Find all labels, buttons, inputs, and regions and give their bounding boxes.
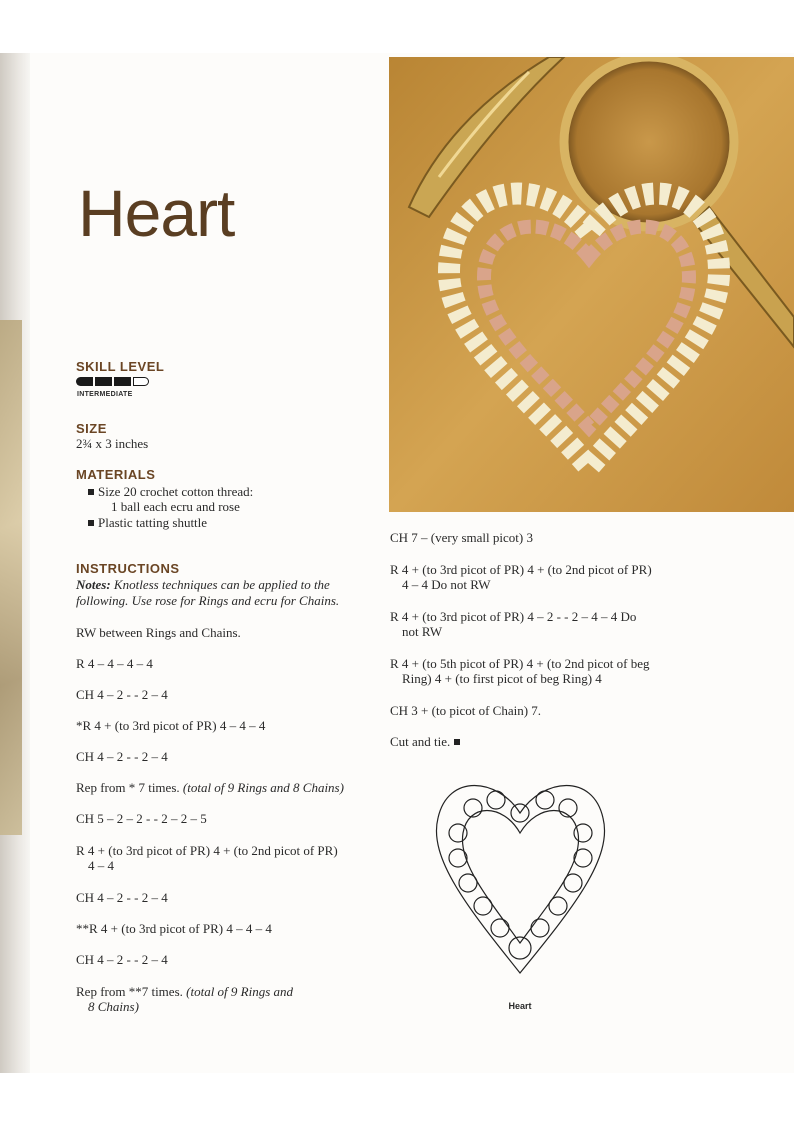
materials-item: Plastic tatting shuttle <box>88 515 207 530</box>
bullet-square-icon <box>88 489 94 495</box>
skill-segment-filled <box>95 377 112 386</box>
skill-segment-filled <box>114 377 131 386</box>
instruction-line-continuation: Ring) 4 + (to first picot of beg Ring) 4 <box>402 671 602 686</box>
skill-level-meter <box>76 377 149 386</box>
heart-tatting-diagram <box>408 758 633 998</box>
diagram-heart-outline <box>436 786 604 974</box>
heart-tatting-photo <box>389 57 794 512</box>
diagram-inner-rings-path <box>462 811 578 944</box>
instruction-line: Rep from * 7 times. (total of 9 Rings and 8 Chains) <box>76 780 344 795</box>
instructions-heading: INSTRUCTIONS <box>76 561 180 576</box>
instruction-line-continuation: 8 Chains) <box>88 999 139 1014</box>
instruction-line: *R 4 + (to 3rd picot of PR) 4 – 4 – 4 <box>76 718 266 733</box>
instruction-line: RW between Rings and Chains. <box>76 625 241 640</box>
instructions-notes: Notes: Knotless techniques can be applied to the following. Use rose for Rings and ecru for Chains. <box>76 577 340 608</box>
instruction-line: CH 4 – 2 - - 2 – 4 <box>76 687 168 702</box>
instruction-line: R 4 + (to 5th picot of PR) 4 + (to 2nd picot of beg <box>390 656 650 671</box>
instruction-line: CH 7 – (very small picot) 3 <box>390 530 533 545</box>
skill-segment-empty <box>133 377 149 386</box>
instruction-line-continuation: 4 – 4 Do not RW <box>402 577 491 592</box>
scan-background-bottom <box>0 1073 794 1124</box>
instruction-line: CH 3 + (to picot of Chain) 7. <box>390 703 542 718</box>
size-value: 2¾ x 3 inches <box>76 436 149 451</box>
instruction-line: R 4 – 4 – 4 – 4 <box>76 656 153 671</box>
facing-page-photo-edge <box>0 320 22 835</box>
instruction-line-continuation: 4 – 4 <box>88 858 114 873</box>
page-title: Heart <box>78 176 235 250</box>
skill-level-heading: SKILL LEVEL <box>76 359 165 374</box>
instruction-line: CH 4 – 2 - - 2 – 4 <box>76 749 168 764</box>
instruction-line: R 4 + (to 3rd picot of PR) 4 + (to 2nd picot of PR) <box>390 562 652 577</box>
instruction-line: Cut and tie. <box>390 734 710 750</box>
scan-background-top <box>0 0 794 53</box>
instruction-line: CH 4 – 2 - - 2 – 4 <box>76 890 168 905</box>
materials-item-continuation: 1 ball each ecru and rose <box>111 499 240 514</box>
instruction-line: CH 5 – 2 – 2 - - 2 – 2 – 5 <box>76 811 207 826</box>
end-mark-icon <box>454 739 460 745</box>
skill-segment-filled <box>76 377 93 386</box>
materials-item: Size 20 crochet cotton thread: <box>88 484 253 499</box>
bullet-square-icon <box>88 520 94 526</box>
skill-level-label: INTERMEDIATE <box>77 391 133 398</box>
instruction-line: CH 4 – 2 - - 2 – 4 <box>76 952 168 967</box>
materials-heading: MATERIALS <box>76 467 156 482</box>
instruction-line: R 4 + (to 3rd picot of PR) 4 – 2 - - 2 – 4 – 4 Do <box>390 609 637 624</box>
instruction-line: Rep from **7 times. (total of 9 Rings and <box>76 984 294 999</box>
instruction-line: **R 4 + (to 3rd picot of PR) 4 – 4 – 4 <box>76 921 272 936</box>
size-heading: SIZE <box>76 421 107 436</box>
diagram-caption: Heart <box>508 1001 532 1011</box>
instruction-line-continuation: not RW <box>402 624 443 639</box>
photo-illustration <box>389 57 794 512</box>
instruction-line: R 4 + (to 3rd picot of PR) 4 + (to 2nd picot of PR) <box>76 843 338 858</box>
